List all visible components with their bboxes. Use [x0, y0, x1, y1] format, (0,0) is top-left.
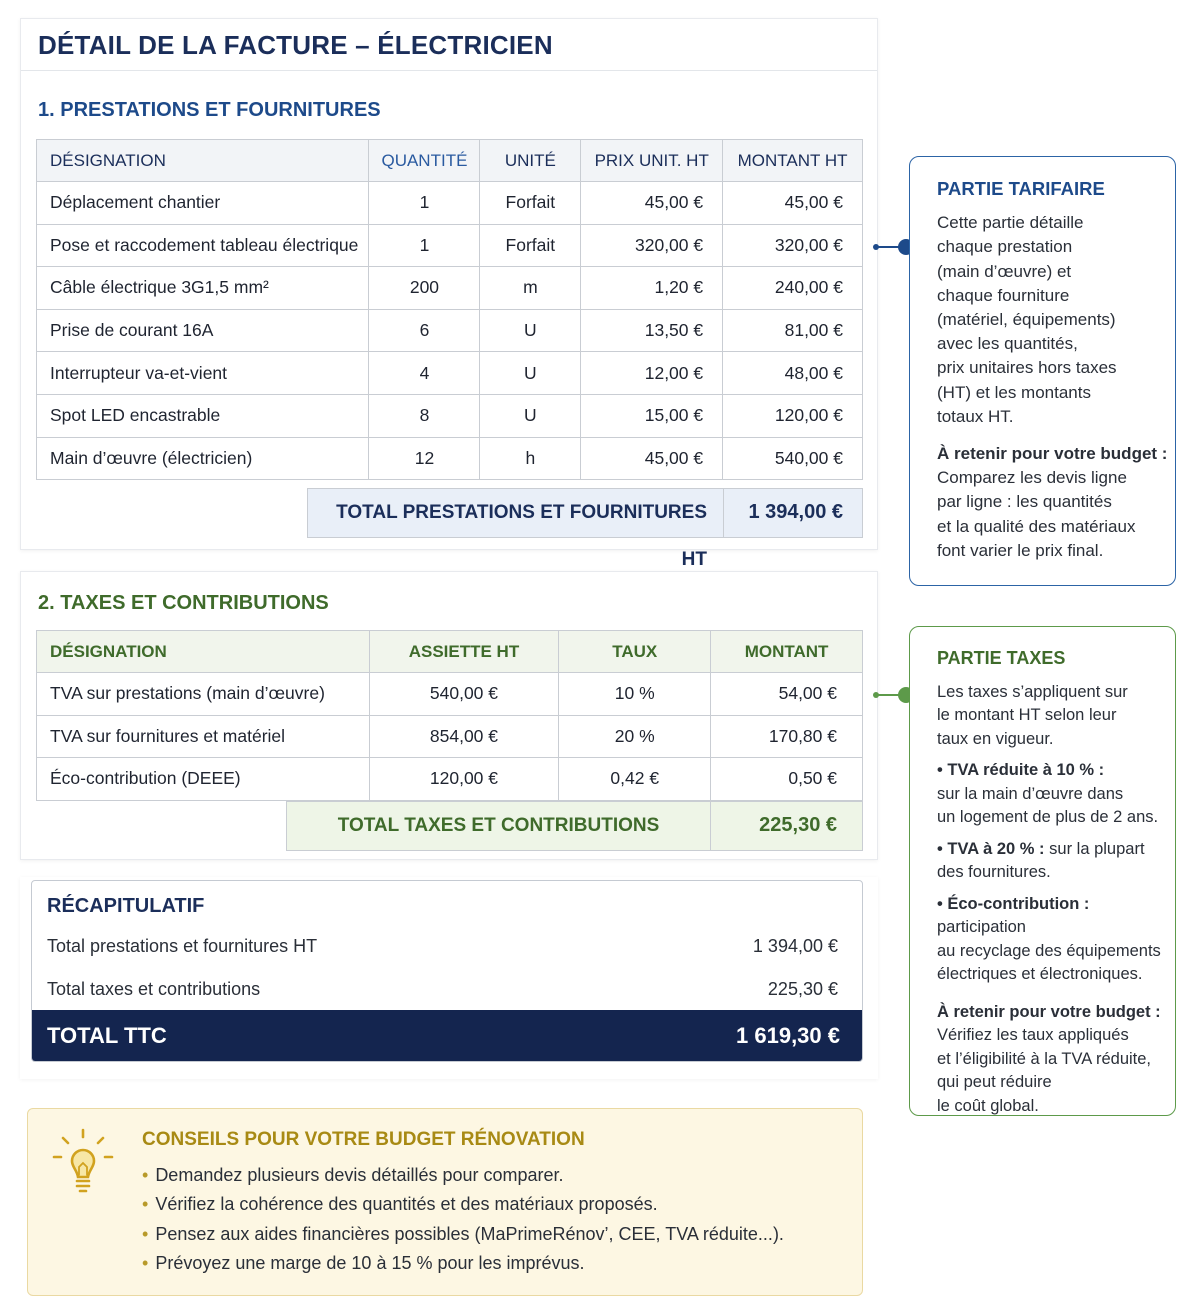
recap-value: 225,30 €: [767, 979, 838, 999]
note-line: avec les quantités,: [937, 334, 1078, 354]
table-cell: Interrupteur va-et-vient: [37, 352, 369, 395]
table-row: [37, 673, 863, 716]
table-cell: 1,20 €: [581, 267, 723, 310]
note-tarifaire: [909, 156, 1176, 586]
table-cell: 320,00 €: [581, 224, 723, 267]
note-line: (matériel, équipements): [937, 310, 1116, 330]
total-taxes-value: 225,30 €: [759, 814, 837, 836]
table-row: [37, 267, 863, 310]
note-line: [937, 759, 1175, 783]
bullet-dot: •: [142, 1194, 149, 1215]
note-retain-label: À retenir pour votre budget :: [937, 444, 1168, 464]
col-header: TAUX: [559, 631, 711, 673]
note-bullet: [937, 759, 1175, 830]
table-header-row: [37, 631, 863, 673]
table-cell: 120,00 €: [369, 758, 559, 801]
table-cell: 48,00 €: [723, 352, 863, 395]
note-line: le coût global.: [937, 1096, 1039, 1115]
table-cell: 12: [369, 437, 480, 480]
table-cell: 0,42 €: [559, 758, 711, 801]
table-cell: U: [480, 352, 581, 395]
note-bullets: [937, 759, 1175, 987]
note-line: électriques et électroniques.: [937, 965, 1143, 983]
list-item: [142, 1194, 784, 1223]
col-header: ASSIETTE HT: [369, 631, 559, 673]
bullet-label: • Éco-contribution :: [937, 894, 1090, 913]
table-cell: 15,00 €: [581, 394, 723, 437]
list-item: [142, 1165, 784, 1194]
table-cell: Forfait: [480, 224, 581, 267]
note-line: par ligne : les quantités: [937, 492, 1112, 512]
table-cell: 54,00 €: [711, 673, 863, 716]
tips-title: CONSEILS POUR VOTRE BUDGET RÉNOVATION: [142, 1129, 585, 1150]
table-cell: 540,00 €: [723, 437, 863, 480]
total-taxes-label: TOTAL TAXES ET CONTRIBUTIONS: [287, 802, 711, 850]
table-cell: 13,50 €: [581, 309, 723, 352]
total-taxes: [286, 801, 863, 851]
table-cell: Pose et raccodement tableau électrique: [37, 224, 369, 267]
table-cell: 45,00 €: [723, 182, 863, 225]
note-line: [937, 893, 1175, 940]
table-cell: 45,00 €: [581, 182, 723, 225]
prestations-card: [20, 18, 878, 570]
table-cell: Main d’œuvre (électricien): [37, 437, 369, 480]
tip-text: Vérifiez la cohérence des quantités et des matériaux proposés.: [155, 1194, 658, 1215]
bullet-label: • TVA à 20 % :: [937, 839, 1045, 858]
table-row: [37, 437, 863, 480]
table-cell: 81,00 €: [723, 309, 863, 352]
recap-label: Total prestations et fournitures HT: [47, 936, 318, 956]
note-line: chaque fourniture: [937, 285, 1070, 305]
note-bullet: [937, 893, 1175, 987]
note-line: des fournitures.: [937, 863, 1051, 881]
bullet-inline: sur la plupart: [1044, 839, 1145, 858]
recap-row: [47, 936, 838, 957]
taxes-card: [20, 571, 878, 860]
table-cell: U: [480, 394, 581, 437]
table-cell: TVA sur fournitures et matériel: [37, 715, 370, 758]
recap-title: RÉCAPITULATIF: [47, 895, 205, 917]
table-row: [37, 352, 863, 395]
note-line: qui peut réduire: [937, 1073, 1052, 1091]
section1-title: 1. PRESTATIONS ET FOURNITURES: [38, 99, 381, 121]
table-cell: Spot LED encastrable: [37, 394, 369, 437]
list-item: [142, 1224, 784, 1253]
tips-card: [27, 1108, 863, 1296]
table-cell: 20 %: [559, 715, 711, 758]
note-line: et la qualité des matériaux: [937, 516, 1136, 536]
lightbulb-icon: [50, 1127, 116, 1199]
recap-box: [31, 880, 863, 1062]
total-prestations-label: TOTAL PRESTATIONS ET FOURNITURES HT: [308, 489, 724, 537]
col-header: DÉSIGNATION: [37, 140, 369, 182]
note-line: un logement de plus de 2 ans.: [937, 808, 1159, 826]
recap-row: [47, 979, 838, 1000]
note-line: au recyclage des équipements: [937, 941, 1161, 960]
col-header: UNITÉ: [480, 140, 581, 182]
table-cell: 6: [369, 309, 480, 352]
list-item: [142, 1253, 784, 1282]
bullet-dot: •: [142, 1223, 149, 1244]
table-cell: Déplacement chantier: [37, 182, 369, 225]
note-line: chaque prestation: [937, 237, 1073, 257]
table-cell: Éco-contribution (DEEE): [37, 758, 370, 801]
table-cell: TVA sur prestations (main d’œuvre): [37, 673, 370, 716]
note-title: PARTIE TARIFAIRE: [937, 178, 1105, 199]
table-cell: 320,00 €: [723, 224, 863, 267]
table-cell: 170,80 €: [711, 715, 863, 758]
note-taxes: [909, 626, 1176, 1116]
table-cell: 10 %: [559, 673, 711, 716]
connector-tarifaire: [876, 246, 906, 248]
table-cell: h: [480, 437, 581, 480]
table-row: [37, 182, 863, 225]
note-bullet: [937, 838, 1175, 885]
table-row: [37, 224, 863, 267]
note-line: le montant HT selon leur: [937, 706, 1117, 724]
note-line: totaux HT.: [937, 406, 1014, 426]
col-header: MONTANT HT: [723, 140, 863, 182]
note-line: et l’éligibilité à la TVA réduite,: [937, 1049, 1152, 1068]
col-header: PRIX UNIT. HT: [581, 140, 723, 182]
table-cell: Prise de courant 16A: [37, 309, 369, 352]
tips-list: [142, 1165, 784, 1282]
col-header: DÉSIGNATION: [37, 631, 370, 673]
tip-text: Pensez aux aides financières possibles (MaPrimeRénov’, CEE, TVA réduite...).: [155, 1223, 784, 1244]
note-retain-label: À retenir pour votre budget :: [937, 1002, 1161, 1021]
bullet-inline: participation: [937, 918, 1026, 936]
table-cell: 200: [369, 267, 480, 310]
note-line: [937, 838, 1175, 862]
recap-label: Total taxes et contributions: [47, 979, 261, 999]
note-line: taux en vigueur.: [937, 729, 1054, 748]
page-title: DÉTAIL DE LA FACTURE – ÉLECTRICIEN: [38, 30, 553, 60]
table-cell: Forfait: [480, 182, 581, 225]
table-cell: Câble électrique 3G1,5 mm²: [37, 267, 369, 310]
total-prestations-value: 1 394,00 €: [748, 501, 843, 523]
total-prestations: [307, 488, 863, 570]
bullet-dot: •: [142, 1165, 149, 1185]
total-ttc-bar: [32, 1010, 862, 1061]
note-body: [937, 211, 1175, 429]
bullet-label: • TVA réduite à 10 % :: [937, 761, 1105, 779]
taxes-table: [36, 630, 863, 801]
total-ttc-value: 1 619,30 €: [736, 1022, 840, 1048]
bullet-dot: •: [142, 1252, 149, 1273]
note-retain-body: [937, 466, 1175, 563]
note-line: sur la main d’œuvre dans: [937, 784, 1124, 803]
table-cell: 240,00 €: [723, 267, 863, 310]
note-body: [937, 681, 1175, 752]
table-row: [37, 309, 863, 352]
table-cell: 1: [369, 224, 480, 267]
table-cell: U: [480, 309, 581, 352]
recap-value: 1 394,00 €: [752, 936, 838, 956]
note-line: font varier le prix final.: [937, 540, 1104, 560]
note-line: (HT) et les montants: [937, 382, 1091, 402]
table-cell: 0,50 €: [711, 758, 863, 801]
table-row: [37, 394, 863, 437]
table-cell: 8: [369, 394, 480, 437]
col-header: QUANTITÉ: [369, 140, 480, 182]
table-cell: 12,00 €: [581, 352, 723, 395]
title-bar: [21, 19, 877, 71]
prestations-table: [36, 139, 863, 480]
note-line: prix unitaires hors taxes: [937, 358, 1117, 378]
note-retain-body: [937, 1024, 1175, 1118]
table-cell: 540,00 €: [369, 673, 559, 716]
tip-text: Prévoyez une marge de 10 à 15 % pour les imprévus.: [155, 1252, 585, 1273]
table-row: [37, 715, 863, 758]
note-line: Les taxes s’appliquent sur: [937, 682, 1128, 701]
total-ttc-label: TOTAL TTC: [47, 1022, 167, 1048]
table-cell: 120,00 €: [723, 394, 863, 437]
tip-text: Demandez plusieurs devis détaillés pour comparer.: [155, 1165, 564, 1185]
section2-title: 2. TAXES ET CONTRIBUTIONS: [38, 592, 329, 614]
table-cell: 1: [369, 182, 480, 225]
table-cell: 854,00 €: [369, 715, 559, 758]
table-cell: 4: [369, 352, 480, 395]
table-cell: m: [480, 267, 581, 310]
note-line: Cette partie détaille: [937, 213, 1084, 233]
table-row: [37, 758, 863, 801]
note-title: PARTIE TAXES: [937, 648, 1066, 668]
connector-taxes: [876, 694, 906, 696]
note-line: (main d’œuvre) et: [937, 261, 1072, 281]
note-line: Comparez les devis ligne: [937, 468, 1127, 488]
table-header-row: [37, 140, 863, 182]
table-cell: 45,00 €: [581, 437, 723, 480]
recap-card: [20, 877, 878, 1079]
col-header: MONTANT: [711, 631, 863, 673]
note-line: Vérifiez les taux appliqués: [937, 1026, 1129, 1044]
